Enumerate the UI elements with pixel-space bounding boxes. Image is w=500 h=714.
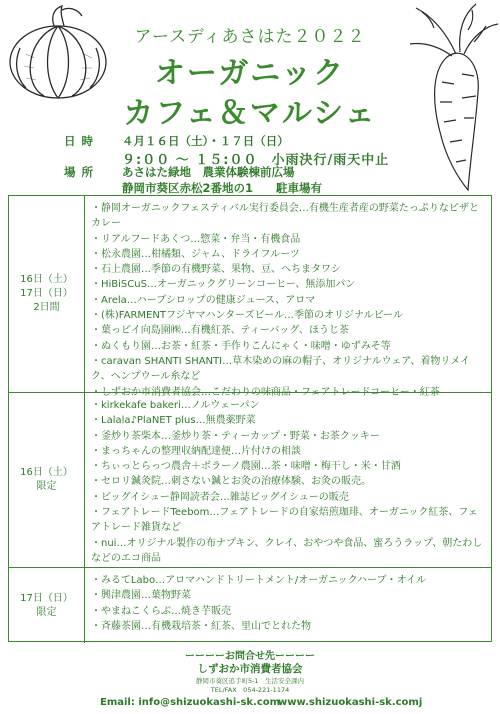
email-link[interactable]: Email: info@shizuokashi-sk.com [100,697,281,708]
vendor-list [91,398,487,566]
title-cafe-marche: カフェ＆マルシェ [123,96,377,131]
vendor-item: ・HiBiSCuS…オーガニックグリーンコーヒー、無添加パン [91,279,356,291]
schedule-row-saturday [9,393,491,568]
org-tel: TEL/FAX 054-221-1174 [210,686,290,694]
event-name: アースディあさはた２０２２ [134,27,366,47]
vendor-item: ・斉藤茶園…有機栽培茶・紅茶、里山でとれた物 [91,620,311,632]
vendor-item: ・リアルフードあくつ…惣菜・弁当・有機食品 [91,233,301,245]
vendor-item: ・まっちゃんの整理収納配達便…片付けの相談 [91,445,301,457]
org-address: 静岡市葵区追手町5-1 生活安全課内 [195,677,305,685]
place-value: あさはた緑地 農業体験棟前広場 [122,165,295,179]
day-cell: 16日（土） 17日（日） 2日間 [9,196,85,392]
vendor-item: ・静岡オーガニックフェスティバル実行委員会…有機生産者産の野菜たっぷりなピザとカレー [91,203,479,230]
contact-header: ーーーーお問合せ先ーーーー [185,651,315,662]
vendor-item: ・石上農園…季節の有機野菜、果物、豆、へちまタワシ [91,264,341,276]
date-value: ４月１６日（土）・１７日（日） [122,134,289,148]
vendor-item: ・ぬくもり園…お茶・紅茶・手作りこんにゃく・味噌・ゆずみそ等 [91,340,391,352]
vendor-item: ・Lalala♪PlaNET plus…無農薬野菜 [91,415,256,427]
schedule-row-both-days [9,196,491,398]
place-label: 場所 [64,165,99,179]
vendor-item: ・釜炒り茶柴本…釜炒り茶・ティーカップ・野菜・お茶クッキー [91,430,380,442]
vendor-item: ・caravan SHANTI SHANTI…草木染めの麻の帽子、オリジナルウェア、着物リメイク、ヘンプウール糸など [91,355,470,383]
vendor-item: ・Arela…ハーブシロップの健康ジュース、アロマ [91,294,316,306]
info-address-row [64,180,322,196]
vendor-item: ・興津農園…葉物野菜 [91,590,191,602]
day-cell: 17日（日） 限定 [9,568,85,643]
vendor-item: ・しずおか市消費者協会…こだわりの味商品・フェアトレードコーヒー・紅茶 [91,386,440,398]
vendor-item: ・松永農園…柑橘類、ジャム、ドライフルーツ [91,248,300,260]
vendor-item: ・nui…オリジナル製作の布ナプキン、クレイ、おやつや食品、蜜ろうラップ、朝たわしなどのエコ商品 [91,537,483,564]
vendor-item: ・(株)FARMENTフジヤマハンターズビール…季節のオリジナルビール [91,310,403,322]
vendor-item: ・フェアトレードTeebom…フェアトレードの自家焙煎珈琲、オーガニック紅茶、フェアトレード雑貨など [91,507,478,534]
date-label: 日時 [64,134,99,148]
info-date-row [64,133,289,149]
vendor-schedule-table [8,195,492,642]
vendor-item: ・ビッグイシュー静岡読者会…雑誌ビッグイシューの販売 [91,491,349,503]
org-name: しずおか市消費者協会 [197,663,303,675]
vendor-item: ・kirkekafe bakeri…ノルウェーパン [91,400,260,411]
vendor-item: ・セロリ鍼灸院…刺さない鍼とお灸の治療体験、お灸の販売。 [91,476,371,488]
vendor-item: ・やまねこくらぶ…焼き芋販売 [91,605,231,617]
vendor-item: ・葉っピイ向島園㈱…有機紅茶、ティーバッグ、ほうじ茶 [91,325,349,337]
time-value: ９:００ ～ １５:００ 小雨決行/雨天中止 [122,153,390,168]
address-value: 静岡市葵区赤松2番地の1 駐車場有 [122,181,323,195]
schedule-row-sunday [9,568,491,643]
vendor-list [91,201,487,400]
vendor-list [91,573,487,634]
website-link[interactable]: www.shizuokashi-sk.comj [278,697,423,708]
vendor-item: ・みるてLabo…アロマハンドトリートメント/オーガニックハーブ・オイル [91,575,427,586]
day-cell: 16日（土） 限定 [9,393,85,567]
vendor-item: ・ちぃっとらっつ農舎＋ボラーノ農園…茶・味噌・梅干し・米・甘酒 [91,461,401,473]
info-place-row [64,164,295,180]
title-organic: オーガニック [154,56,346,91]
